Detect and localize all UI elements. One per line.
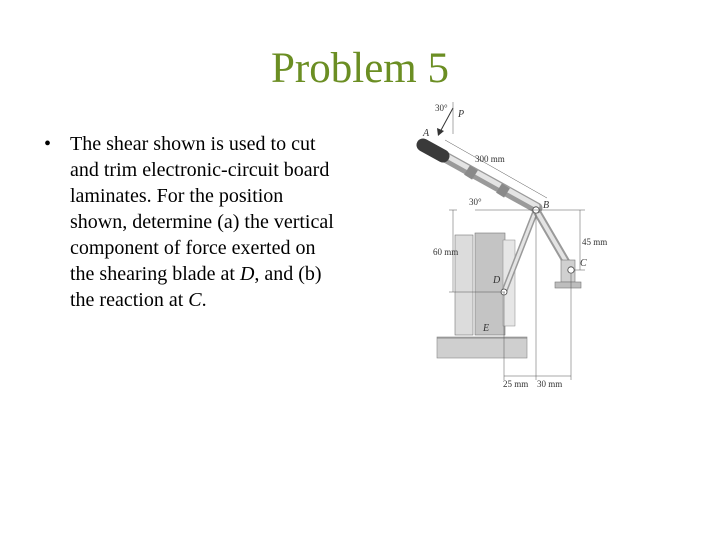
problem-statement xyxy=(70,131,340,313)
point-d-ref: D xyxy=(239,263,255,285)
label-dim-bottom-left: 25 mm xyxy=(503,379,529,389)
label-dim-bc: 45 mm xyxy=(582,237,608,247)
guide-plate-right xyxy=(475,233,505,335)
label-point-c: C xyxy=(580,258,587,269)
shear-diagram xyxy=(415,100,625,395)
label-point-b: B xyxy=(543,200,550,211)
bullet-marker: • xyxy=(44,133,52,155)
label-point-a: A xyxy=(423,128,430,139)
label-angle-top: 30° xyxy=(435,103,448,113)
shear-mechanism-figure xyxy=(415,100,625,395)
base-plate xyxy=(437,337,527,358)
point-c-ref: C xyxy=(188,289,202,311)
force-p-arrowhead xyxy=(437,128,444,136)
label-point-e: E xyxy=(483,323,490,334)
label-force-p: P xyxy=(458,109,465,120)
handle-collar-2 xyxy=(499,188,507,193)
slide-title: Problem 5 xyxy=(271,45,449,92)
label-point-d: D xyxy=(493,275,501,286)
label-dim-bottom-right: 30 mm xyxy=(537,379,563,389)
statement-text-2: , and (b) the reaction at xyxy=(70,263,322,311)
handle-grip xyxy=(423,145,443,156)
pin-c xyxy=(568,267,574,273)
label-len-ab: 300 mm xyxy=(475,154,505,164)
support-c-base xyxy=(555,282,581,288)
label-angle-mid: 30° xyxy=(469,197,482,207)
handle-collar-1 xyxy=(467,170,475,175)
statement-text-3: . xyxy=(201,289,207,311)
statement-text-1: The shear shown is used to cut and trim electronic-circuit board laminates. For the position shown, determine (a) the vertical component of force exerted on the shearing blade at xyxy=(70,133,334,285)
label-dim-vertical: 60 mm xyxy=(433,247,459,257)
